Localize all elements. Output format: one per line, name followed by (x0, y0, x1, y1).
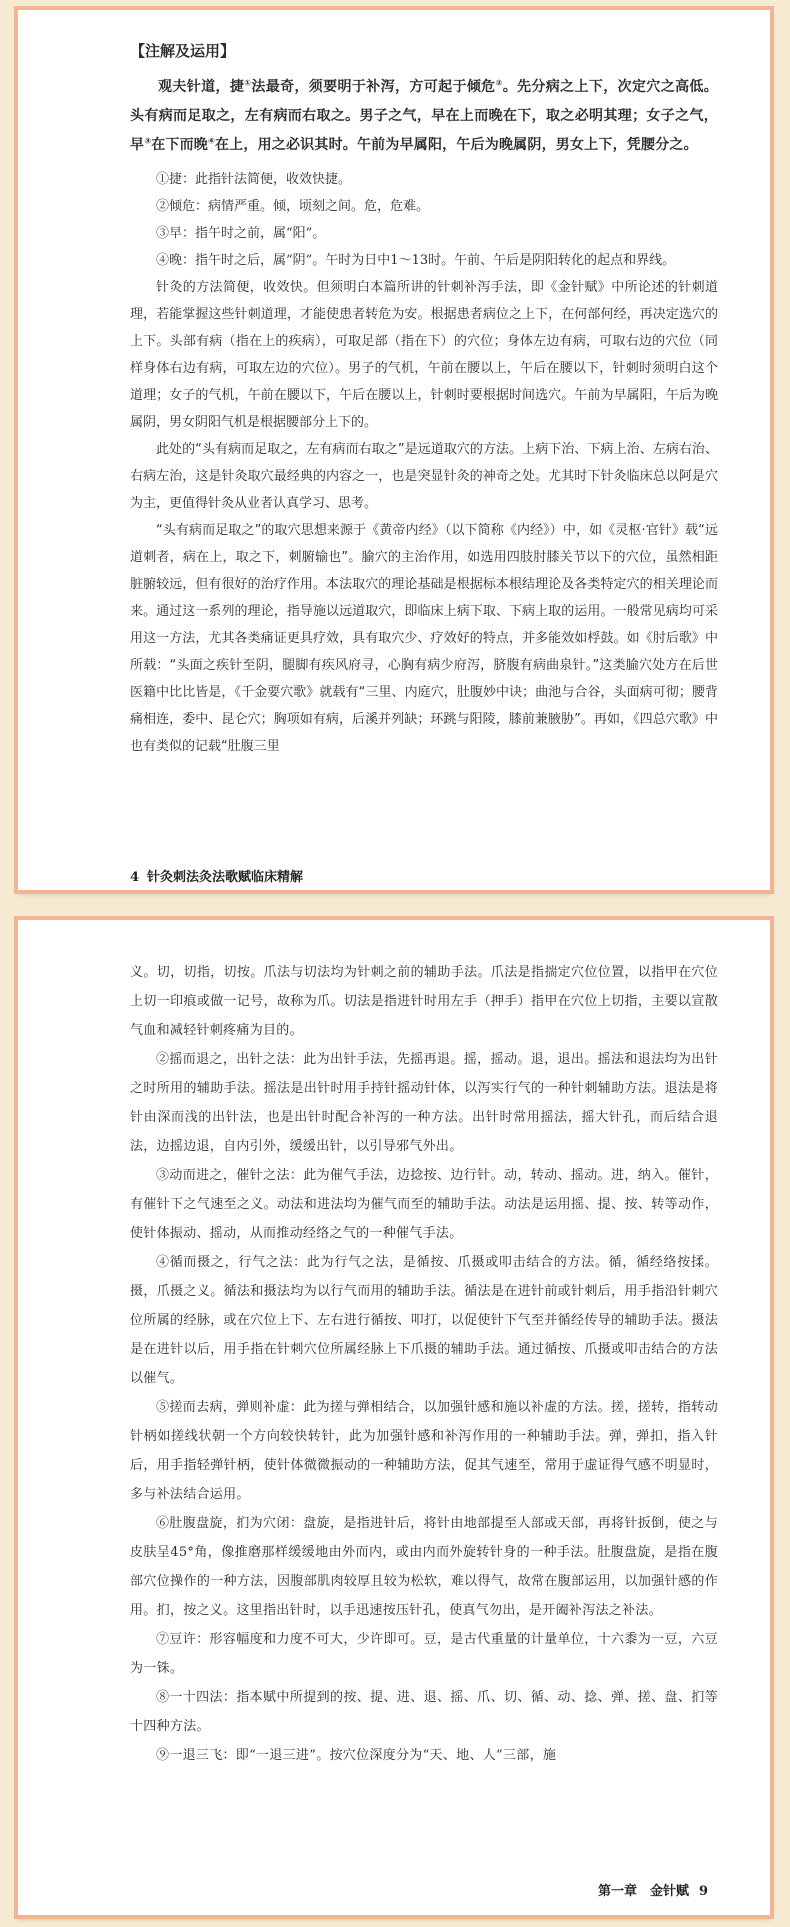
note-marker: ② (495, 78, 503, 88)
annotation-note: ③早：指午时之前，属“阳”。 (156, 226, 326, 241)
verse-segment: 在下而晚 (151, 137, 208, 153)
chapter-title: 第一章 金针赋 (597, 1884, 689, 1899)
note-marker: ④ (208, 136, 215, 146)
body-paragraph: ⑥肚腹盘旋，扪为穴闭：盘旋，是指进针后，将针由地部提至人部或天部，再将针扳倒，使之与皮肤呈45°角，像推磨那样缓缓地由外而内，或由内而外旋转针身的一种手法。肚腹盘旋，是指在腹部穴位操作的一种方法，因腹部肌肉较厚且较为松软，难以得气，故常在腹部运用，以加强针感的作用。扪，按之义。这里指出针时，以手迅速按压针孔，使真气勿出，是开阖补泻法之补法。 (130, 1516, 718, 1618)
body-paragraph: 此处的“头有病而足取之，左有病而右取之”是远道取穴的方法。上病下治、下病上治、左病右治、右病左治，这是针灸取穴最经典的内容之一，也是突显针灸的神奇之处。尤其时下针灸临床总以阿是穴为主，更值得针灸从业者认真学习、思考。 (130, 442, 718, 511)
page-footer (130, 866, 303, 885)
body-paragraph: ②摇而退之，出针之法：此为出针手法，先摇再退。摇，摇动。退，退出。摇法和退法均为出针之时所用的辅助手法。摇法是出针时用手持针摇动针体，以泻实行气的一种针刺辅助方法。退法是将针由深而浅的出针法，也是出针时配合补泻的一种方法。出针时常用摇法，摇大针孔，而后结合退法，边摇边退，自内引外，缓缓出针，以引导邪气外出。 (130, 1052, 718, 1154)
page-footer (598, 1880, 708, 1899)
body-paragraph: ⑨一退三飞：即“一退三进”。按穴位深度分为“天、地、人”三部，施 (156, 1748, 557, 1763)
body-paragraph: ④循而摄之，行气之法：此为行气之法，是循按、爪摄或叩击结合的方法。循，循经络按揉。摄，爪摄之义。循法和摄法均为以行气而用的辅助手法。循法是在进针前或针刺后，用手指沿针刺穴位所属的经脉，或在穴位上下、左右进行循按、叩打，以促使针下气至并循经传导的辅助手法。摄法是在进针以后，用手指在针刺穴位所属经脉上下爪摄的辅助手法。通过循按、爪摄或叩击结合的方法以催气。 (130, 1255, 718, 1386)
body-paragraph: 针灸的方法简便，收效快。但须明白本篇所讲的针刺补泻手法，即《金针赋》中所论述的针刺道理，若能掌握这些针刺道理，才能使患者转危为安。根据患者病位之上下，在何部何经，再决定选穴的上下。头部有病（指在上的疾病），可取足部（指在下）的穴位；身体左边有病，可取右边的穴位（同样身体右边有病，可取左边的穴位）。男子的气机，午前在腰以上，午后在腰以下，针刺时须明白这个道理；女子的气机，午前在腰以下，午后在腰以上，针刺时要根据时间选穴。午前为早属阳，午后为晚属阴，男女阴阳气机是根据腰部分上下的。 (130, 280, 718, 430)
note-marker: ③ (144, 136, 152, 146)
verse-text (130, 73, 718, 160)
body-paragraph: ⑦豆许：形容幅度和力度不可大，少许即可。豆，是古代重量的计量单位，十六黍为一豆，六豆为一铢。 (130, 1632, 718, 1676)
page-number: 4 (130, 870, 140, 885)
book-page-left (18, 10, 770, 890)
body-paragraph: ③动而进之，催针之法：此为催气手法，边捻按、边行针。动，转动、摇动。进，纳入。催针，有催针下之气速至之义。动法和进法均为催气而至的辅助手法。动法是运用摇、提、按、转等动作，使针体振动、摇动，从而推动经络之气的一种催气手法。 (130, 1168, 718, 1241)
annotation-note: ④晚：指午时之后，属“阴”。午时为日中1～13时。午前、午后是阴阳转化的起点和界线。 (156, 253, 676, 268)
annotation-note: ①捷：此指针法简便，收效快捷。 (156, 172, 352, 187)
verse-segment: 法最奇，须要明于补泻，方可起于倾危 (251, 79, 496, 95)
annotation-note: ②倾危：病情严重。倾，顷刻之间。危，危难。 (156, 199, 430, 214)
verse-segment: 。先分病之上下，次定穴之高低。头有病而足取之，左有病而右取之。男子之气，早在上而晚在下，取之必明其理；女子之气，早 (130, 79, 718, 153)
body-paragraph: ⑧一十四法：指本赋中所提到的按、提、进、退、摇、爪、切、循、动、捻、弹、搓、盘、扪等十四种方法。 (130, 1690, 718, 1734)
verse-segment: 观夫针道，捷 (158, 79, 245, 95)
body-paragraph: 义。切，切指，切按。爪法与切法均为针刺之前的辅助手法。爪法是指揣定穴位位置，以指甲在穴位上切一印痕或做一记号，故称为爪。切法是指进针时用左手（押手）指甲在穴位上切指，主要以宣散气血和减轻针刺疼痛为目的。 (130, 965, 718, 1038)
body-paragraph: ⑤搓而去病，弹则补虚：此为搓与弹相结合，以加强针感和施以补虚的方法。搓，搓转，指转动针柄如搓线状朝一个方向较快转针，此为加强针感和补泻作用的一种辅助手法。弹，弹扣，指入针后，用手指轻弹针柄，使针体微微振动的一种辅助方法，促其气速至，常用于虚证得气感不明显时，多与补法结合运用。 (130, 1400, 718, 1502)
book-title: 针灸刺法灸法歌赋临床精解 (147, 870, 304, 885)
section-heading: 【注解及运用】 (130, 42, 236, 60)
body-paragraph: “头有病而足取之”的取穴思想来源于《黄帝内经》（以下简称《内经》）中，如《灵枢·官针》载“远道刺者，病在上，取之下，刺腑输也”。腧穴的主治作用，如选用四肢肘膝关节以下的穴位，虽然相距脏腑较远，但有很好的治疗作用。本法取穴的理论基础是根据标本根结理论及各类特定穴的相关理论而来。通过这一系列的理论，指导施以远道取穴，即临床上病下取、下病上取的运用。一般常见病均可采用这一方法，尤其各类痛证更具疗效，具有取穴少、疗效好的特点，并多能效如桴鼓。如《肘后歌》中所载：“头面之疾针至阴，腿脚有疾风府寻，心胸有病少府泻，脐腹有病曲泉针。”这类腧穴处方在后世医籍中比比皆是，《千金要穴歌》就载有“三里、内庭穴，肚腹妙中诀；曲池与合谷，头面病可彻；腰背痛相连，委中、昆仑穴；胸项如有病，后溪并列缺；环跳与阳陵，膝前兼腋胁”。再如，《四总穴歌》中也有类似的记载“肚腹三里 (130, 523, 718, 754)
note-marker: ① (244, 78, 252, 88)
verse-segment: 在上，用之必识其时。午前为早属阳，午后为晚属阴，男女上下，凭腰分之。 (214, 137, 698, 153)
book-page-right (18, 920, 770, 1915)
page-number: 9 (698, 1884, 708, 1899)
